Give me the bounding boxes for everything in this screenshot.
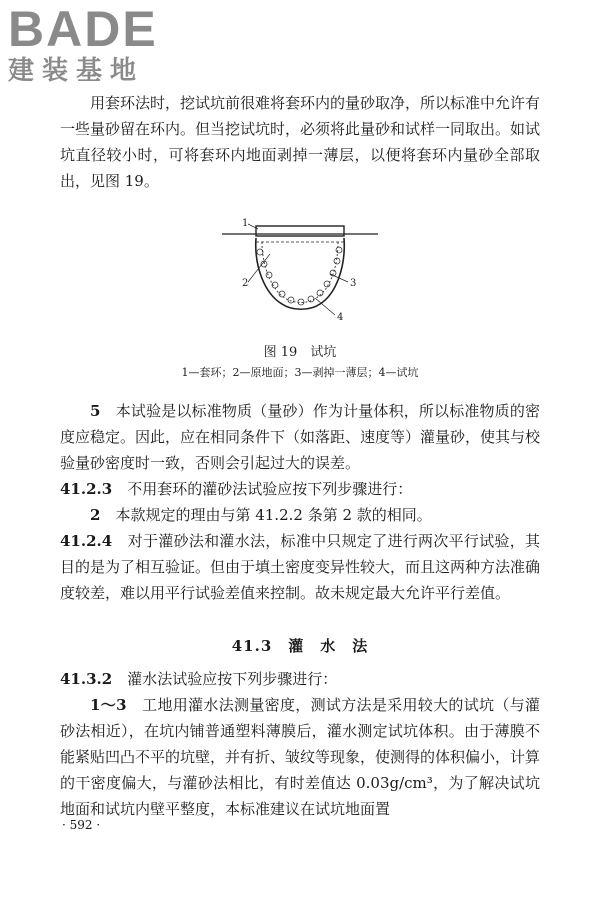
section-41-2-3-number: 41.2.3 — [60, 480, 113, 498]
body-block — [60, 398, 540, 606]
figure-label-3: 3 — [350, 278, 357, 289]
section-41-2-4-text: 对于灌砂法和灌水法，标准中只规定了进行两次平行试验，其目的是为了相互验证。但由于填土密度变异性较大，而且这两种方法准确度较差，难以用平行试验差值来控制。故未规定最大允许平行差值。 — [60, 532, 541, 602]
pit-inner-outline — [262, 242, 338, 303]
item-2-number: 2 — [90, 506, 101, 524]
body-block-2 — [60, 666, 540, 822]
test-pit-figure — [220, 212, 380, 327]
item-1-3 — [60, 692, 540, 822]
logo-main-text: BADE — [8, 1, 158, 57]
figure-label-2: 2 — [242, 278, 249, 289]
figure-label-1: 1 — [242, 218, 249, 229]
figure-legend: 1—套环；2—原地面；3—剥掉一薄层；4—试坑 — [181, 366, 419, 379]
item-1-3-text: 工地用灌水法测量密度，测试方法是采用较大的试坑（与灌砂法相近），在坑内铺普通塑料薄膜后，灌水测定试坑体积。由于薄膜不能紧贴凹凸不平的坑壁，并有折、皱纹等现象，使测得的体积偏小，计算的干密度偏大，与灌砂法相比，有时差值达 0.03g/cm³，为了解决试坑地面和试坑内壁平整度，本标准建议在试坑地面置 — [60, 696, 541, 818]
logo — [8, 1, 158, 86]
section-41-2-4 — [60, 528, 540, 606]
section-41-3-2-number: 41.3.2 — [60, 670, 113, 688]
item-5 — [60, 398, 540, 476]
section-41-2-3 — [60, 476, 540, 502]
figure-label-4: 4 — [337, 312, 344, 323]
item-5-text: 本试验是以标准物质（量砂）作为计量体积，所以标准物质的密度应稳定。因此，应在相同条件下（如落距、速度等）灌量砂，使其与校验量砂密度时一致，否则会引起过大的误差。 — [60, 402, 541, 472]
page-number: · 592 · — [62, 818, 101, 832]
item-5-number: 5 — [90, 402, 101, 420]
section-heading-41-3: 41.3 灌 水 法 — [231, 637, 369, 655]
leader-2 — [248, 254, 270, 282]
section-41-2-4-number: 41.2.4 — [60, 532, 113, 550]
section-41-2-3-text: 不用套环的灌砂法试验应按下列步骤进行： — [127, 480, 413, 498]
figure-caption: 图 19 试坑 — [263, 345, 337, 360]
section-41-3-2-text: 灌水法试验应按下列步骤进行： — [127, 670, 338, 688]
section-41-3-2 — [60, 666, 540, 692]
pit-outline — [256, 238, 344, 309]
paragraph-top-block — [60, 90, 540, 194]
item-2 — [60, 502, 540, 528]
logo-sub-text: 建装基地 — [8, 56, 145, 86]
item-1-3-number: 1～3 — [90, 696, 127, 714]
item-2-text: 本款规定的理由与第 41.2.2 条第 2 款的相同。 — [115, 506, 432, 524]
paragraph-top: 用套环法时，挖试坑前很难将套环内的量砂取净，所以标准中允许有一些量砂留在环内。但当挖试坑时，必须将此量砂和试样一同取出。如试坑直径较小时，可将套环内地面剥掉一薄层，以便将套环内量砂全部取出，见图 19。 — [60, 94, 541, 190]
